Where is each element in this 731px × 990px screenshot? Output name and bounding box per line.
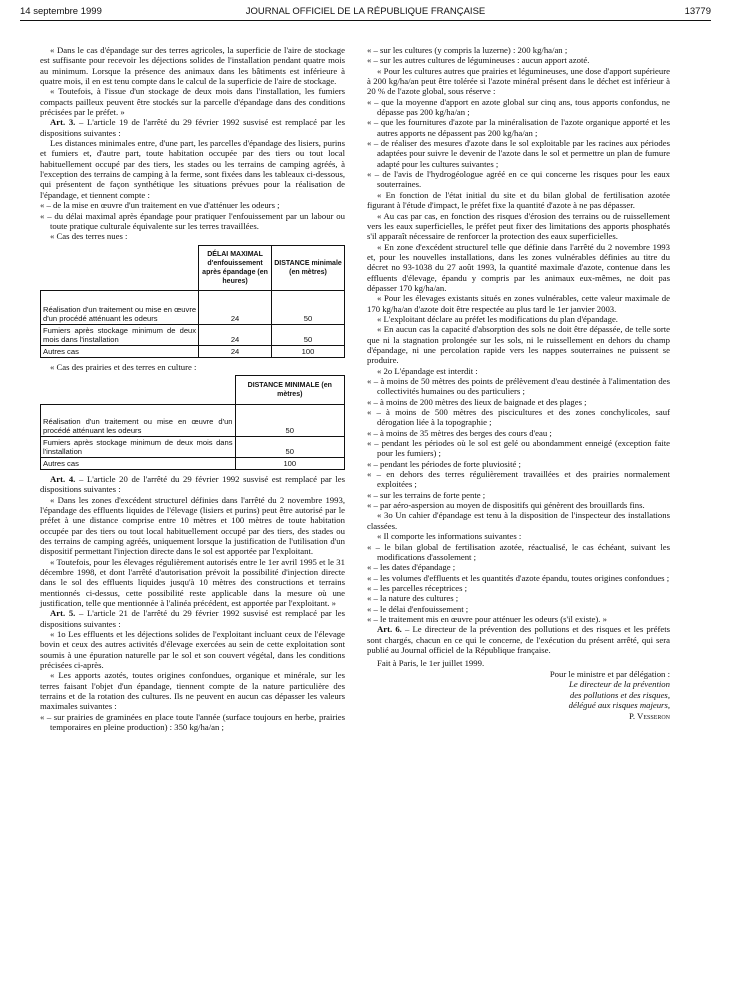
article-text: – L'article 20 de l'arrêté du 29 février 1992 susvisé est remplacé par les dispositions suivantes :: [40, 473, 345, 495]
paragraph: « En zone d'excédent structurel telle que définie dans l'arrêté du 2 novembre 1993 et, pour les nouvelles installations, dans les zones vulnérables définies au titre du décret no 93-1038 du 27 août 1993, la quantité maximale d'azote, contenue dans les effluents d'élevage, épandu y compris par les animaux eux-mêmes, ne doit pas dépasser 170 kg/ha/an.: [367, 241, 670, 293]
article-label: Art. 6.: [377, 624, 402, 635]
signature-block: [367, 669, 670, 722]
article-3: [40, 117, 345, 138]
table-cell: 100: [235, 457, 344, 469]
header-date: 14 septembre 1999: [20, 6, 102, 17]
list-item: « – le traitement mis en œuvre pour atténuer les odeurs (s'il existe). »: [367, 613, 607, 624]
table-row: [41, 457, 345, 469]
list-item: « – sur prairies de graminées en place toute l'année (surface toujours en herbe, prairies temporaires en pleine production) : 350 kg/ha/an ;: [40, 711, 345, 733]
paragraph: « 2o L'épandage est interdit :: [377, 365, 478, 376]
header-journal-title: JOURNAL OFFICIEL DE LA RÉPUBLIQUE FRANÇAISE: [245, 6, 486, 17]
list-item: « – le délai d'enfouissement ;: [367, 603, 469, 614]
paragraph: « Dans les zones d'excédent structurel définies dans l'arrêté du 2 novembre 1993, l'épandage des effluents liquides de l'élevage (lisiers et purins) peut être autorisé par le préfet à une distance comprise entre 10 mètres et 100 mètres de toute habitation occupée par des tiers ou tout local habituellement occupé par des tiers, des stades ou des terrains de camping agréés, uniquement lorsque la justification de l'utilisation d'un dispositif permettant l'injection directe dans le sol est apportée par l'exploitant.: [40, 494, 345, 557]
signature-date: Fait à Paris, le 1er juillet 1999.: [377, 658, 485, 669]
list-item: « – à moins de 50 mètres des points de prélèvement d'eau destinée à l'alimentation des collectivités humaines ou des particuliers ;: [367, 376, 670, 397]
list-item: « – les volumes d'effluents et les quantités d'azote épandu, toutes origines confondues ;: [367, 572, 670, 583]
table-row: [41, 324, 345, 345]
paragraph: « Toutefois, à l'issue d'un stockage de deux mois dans l'installation, les fumiers compacts pailleux peuvent être stockés sur la parcelle d'épandage dans des conditions précisées par le préfet. »: [40, 86, 345, 118]
list-item: « – à moins de 500 mètres des piscicultures et des zones conchylicoles, sauf dérogation liée à la topographie ;: [367, 407, 670, 428]
table-corner: [41, 375, 236, 404]
table-row: [41, 345, 345, 357]
table-header: DISTANCE minimale (en mètres): [272, 245, 345, 290]
article-text: – L'article 19 de l'arrêté du 29 février 1992 susvisé est remplacé par les dispositions suivantes :: [40, 117, 345, 138]
paragraph: « Toutefois, pour les élevages régulièrement autorisés entre le 1er avril 1995 et le 31 décembre 1998, et dont l'arrêté d'autorisation prévoit la possibilité d'injection directe dans le sol des effluents liquides jusqu'à 10 mètres des constructions et terrains mentionnés ci-dessus, cette possibilité reste applicable dans la mesure où une justification, telle que mentionnée à l'alinéa précédent, est apportée par l'exploitant. »: [40, 556, 345, 608]
table-cell: 50: [272, 290, 345, 324]
table-row: [41, 436, 345, 457]
paragraph: « Cas des prairies et des terres en culture :: [50, 361, 197, 372]
table-cell: 24: [199, 345, 272, 357]
list-item: « – de l'avis de l'hydrogéologue agréé en ce qui concerne les risques pour les eaux souterraines.: [367, 169, 670, 190]
list-item: « – en dehors des terres régulièrement travaillées et des prairies normalement exploitées ;: [367, 469, 670, 490]
table-header: DISTANCE MINIMALE (en mètres): [235, 375, 344, 404]
table-row: [41, 290, 345, 324]
list-item: « – sur les cultures (y compris la luzerne) : 200 kg/ha/an ;: [367, 45, 568, 55]
list-item: « – de la mise en œuvre d'un traitement en vue d'atténuer les odeurs ;: [40, 200, 280, 211]
list-item: « – à moins de 200 mètres des lieux de baignade et des plages ;: [367, 396, 587, 407]
list-item: « – de réaliser des mesures d'azote dans le sol exploitable par les racines aux périodes adaptées pour suivre le devenir de l'azote dans le sol et permettre un plan de fumure adapté pour les cultures suivantes ;: [367, 138, 670, 169]
signature-line: Pour le ministre et par délégation :: [549, 668, 670, 679]
list-item: « – sur les autres cultures de légumineuses : aucun apport azoté.: [367, 55, 590, 66]
article-text: – Le directeur de la prévention des pollutions et des risques et les préfets sont chargés, chacun en ce qui le concerne, de l'exécution du présent arrêté, qui sera publié au Journal officiel de la République française.: [367, 624, 670, 655]
article-text: – L'article 21 de l'arrêté du 29 février 1992 susvisé est remplacé par les dispositions suivantes :: [40, 608, 345, 629]
table-cell: 24: [199, 290, 272, 324]
table-bare-land: [40, 245, 345, 358]
list-item: « – pendant les périodes de forte pluviosité ;: [367, 458, 521, 469]
left-column: [40, 45, 345, 732]
table-cell: Fumiers après stockage minimum de deux mois dans l'installation: [41, 436, 236, 457]
table-grassland: [40, 375, 345, 470]
article-6: [367, 624, 670, 655]
list-item: « – que les fournitures d'azote par la minéralisation de l'azote organique apporté et les autres apports ne dépassent pas 200 kg/ha/an ;: [367, 117, 670, 138]
paragraph: Les distances minimales entre, d'une part, les parcelles d'épandage des lisiers, purins et fumiers et, d'autre part, toute habitation occupée par des tiers ou tout local habituellement occupé par des tiers, les stades ou les terrains de camping agréés, à l'exception des terrains de camping à la ferme, sont fixées dans les tableaux ci-dessous, qui présentent de façon synthétique les situations prévues pour la réalisation de l'épandage, et tiennent compte :: [40, 138, 345, 200]
signature-line: Le directeur de la prévention: [568, 679, 670, 690]
table-cell: Autres cas: [41, 457, 236, 469]
right-column: [367, 45, 670, 721]
signature-line: des pollutions et des risques,: [569, 689, 670, 700]
paragraph: « L'exploitant déclare au préfet les modifications du plan d'épandage.: [377, 313, 618, 324]
list-item: « – la nature des cultures ;: [367, 593, 459, 604]
table-cell: 100: [272, 345, 345, 357]
list-item: « – que la moyenne d'apport en azote global sur cinq ans, tous apports confondus, ne dépasse pas 200 kg/ha/an ;: [367, 96, 670, 118]
article-label: Art. 3.: [50, 117, 76, 128]
table-corner: [41, 245, 199, 290]
table-cell: Fumiers après stockage minimum de deux mois dans l'installation: [41, 324, 199, 345]
signatory-name: P. Vesseron: [629, 710, 670, 721]
table-cell: 50: [235, 404, 344, 436]
paragraph: « Les apports azotés, toutes origines confondues, organique et minérale, sur les terres faisant l'objet d'un épandage, tiennent compte de la nature particulière des terrains et de la rotation des cultures. Ils ne peuvent en aucun cas dépasser les valeurs maximales suivantes :: [40, 670, 345, 712]
list-item: « – du délai maximal après épandage pour pratiquer l'enfouissement par un labour ou toute pratique culturale équivalente sur les terres travaillées.: [40, 210, 345, 231]
article-label: Art. 5.: [50, 608, 76, 619]
article-label: Art. 4.: [50, 473, 76, 484]
list-item: « – les parcelles réceptrices ;: [367, 582, 468, 593]
paragraph: « Dans le cas d'épandage sur des terres agricoles, la superficie de l'aire de stockage est suffisante pour recevoir les déjections solides de l'installation pendant quatre mois au minimum. Lorsque la présence des animaux dans les bâtiments est inférieure à quatre mois, il en est tenu compte dans le calcul de la superficie de l'aire de stockage.: [40, 45, 345, 87]
list-item: « – par aéro-aspersion au moyen de dispositifs qui génèrent des brouillards fins.: [367, 500, 645, 511]
list-item: « – sur les terrains de forte pente ;: [367, 489, 486, 500]
paragraph: « Pour les élevages existants situés en zones vulnérables, cette valeur maximale de 170 kg/ha/an d'azote doit être respectée au plus tard le 1er janvier 2003.: [367, 293, 670, 314]
article-5: [40, 608, 345, 629]
page-header: [20, 6, 711, 20]
table-cell: Réalisation d'un traitement ou mise en œuvre d'un procédé atténuant les odeurs: [41, 404, 236, 436]
table-cell: 24: [199, 324, 272, 345]
table-row: [41, 404, 345, 436]
list-item: « – pendant les périodes où le sol est gelé ou abondamment enneigé (exception faite pour les fumiers) ;: [367, 438, 670, 459]
table-cell: 50: [272, 324, 345, 345]
paragraph: « 3o Un cahier d'épandage est tenu à la disposition de l'inspecteur des installations classées.: [367, 510, 670, 531]
table-cell: 50: [235, 436, 344, 457]
paragraph: « En fonction de l'état initial du site et du bilan global de fertilisation azotée figurant à l'étude d'impact, le préfet fixe la quantité d'azote à ne pas dépasser.: [367, 189, 670, 211]
paragraph: « Cas des terres nues :: [50, 231, 128, 242]
paragraph: « En aucun cas la capacité d'absorption des sols ne doit être dépassée, de telle sorte que ni la stagnation prolongée sur les sols, ni le ruissellement en dehors du champ d'épandage, ni une percolation rapide vers les nappes souterraines ne puissent se produire.: [367, 324, 670, 366]
list-item: « – les dates d'épandage ;: [367, 562, 456, 573]
paragraph: « 1o Les effluents et les déjections solides de l'exploitant incluant ceux de l'élevage bovin et ceux des autres activités d'élevage exercées au sein de cette exploitation sont soumis à une épuration naturelle par le sol et son couvert végétal, dans les conditions précisées ci-après.: [40, 629, 345, 671]
paragraph: « Pour les cultures autres que prairies et légumineuses, une dose d'apport supérieure à 200 kg/ha/an peut être tolérée si l'azote minéral présent dans le déchet est inférieur à 20 % de l'azote global, sous réserve :: [367, 65, 670, 97]
article-4: [40, 474, 345, 495]
list-item: « – le bilan global de fertilisation azotée, réactualisé, le cas échéant, suivant les modifications d'assolement ;: [367, 541, 670, 562]
table-cell: Autres cas: [41, 345, 199, 357]
header-page-number: 13779: [684, 6, 711, 17]
list-item: « – à moins de 35 mètres des berges des cours d'eau ;: [367, 427, 552, 438]
signature-line: délégué aux risques majeurs,: [568, 700, 670, 711]
table-cell: Réalisation d'un traitement ou mise en œuvre d'un procédé atténuant les odeurs: [41, 290, 199, 324]
paragraph: « Il comporte les informations suivantes :: [377, 531, 522, 542]
header-rule: [20, 20, 711, 21]
table-header: DÉLAI MAXIMAL d'enfouissement après épandage (en heures): [199, 245, 272, 290]
paragraph: « Au cas par cas, en fonction des risques d'érosion des terrains ou de ruissellement vers les eaux superficielles, le préfet peut fixer des limitations des apports phosphatés s'il apparaît nécessaire de renforcer la protection des eaux superficielles.: [367, 210, 670, 242]
